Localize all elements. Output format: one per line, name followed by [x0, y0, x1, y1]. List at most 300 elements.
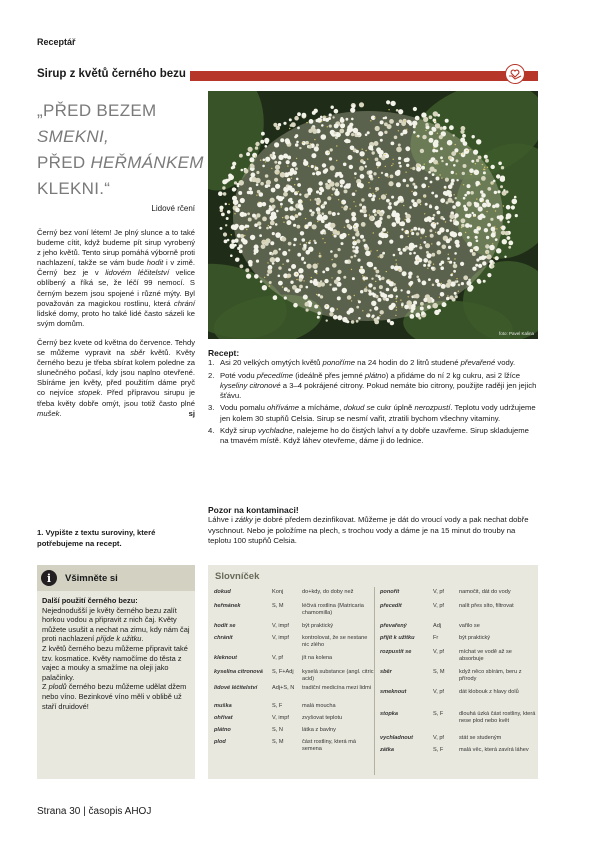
blossom [380, 139, 383, 142]
stamen [431, 243, 432, 244]
stamen [386, 271, 387, 272]
blossom [384, 131, 387, 134]
blossom [463, 205, 466, 208]
blossom [218, 191, 223, 196]
blossom [401, 228, 403, 230]
blossom [405, 146, 410, 151]
blossom [437, 211, 441, 215]
stamen [451, 273, 452, 274]
stamen [398, 130, 399, 131]
blossom [308, 145, 312, 149]
blossom [423, 241, 426, 244]
blossom [314, 270, 317, 273]
blossom [358, 317, 361, 320]
stamen [304, 226, 305, 227]
note-subtitle: Další použití černého bezu: [42, 596, 138, 605]
note-paragraph: Nejednodušší je květy černého bezu zalít horkou vodou a připravit z nich čaj. Květy můžete usušit a nechat na zimu, kdy nám čaj proti nachlazení přijde k užitku. [42, 605, 190, 644]
blossom [412, 183, 415, 186]
blossom [483, 215, 486, 218]
stamen [369, 188, 370, 189]
blossom [398, 196, 404, 202]
blossom [245, 268, 249, 272]
stamen [424, 213, 425, 214]
blossom [375, 295, 378, 298]
vocabulary-grammar: V, pf [433, 603, 444, 609]
blossom [378, 131, 383, 136]
blossom [340, 185, 343, 188]
stamen [425, 236, 426, 237]
blossom [458, 232, 462, 236]
blossom [226, 217, 229, 220]
stamen [370, 250, 371, 251]
blossom [373, 209, 376, 212]
blossom [270, 198, 275, 203]
recipe-step: 3. Vodu pomalu ohříváme a mícháme, dokud se cukr úplně nerozpustí. Teplotu vody udržujeme jen kolem 30 stupňů Celsia. Sirup se nesmí vařit, ztratili bychom všechny vitaminy. [208, 403, 536, 423]
vocabulary-word: ponořit [380, 589, 400, 595]
article-title: Sirup z květů černého bezu [37, 68, 186, 80]
stamen [459, 153, 460, 154]
blossom [312, 224, 317, 229]
blossom [257, 190, 261, 194]
blossom [432, 284, 435, 287]
blossom [376, 163, 380, 167]
blossom [476, 159, 479, 162]
blossom [375, 187, 379, 191]
stamen [456, 173, 457, 174]
stamen [482, 201, 483, 202]
blossom [483, 280, 486, 283]
blossom [428, 260, 432, 264]
blossom [269, 226, 272, 229]
blossom [413, 202, 418, 207]
blossom [251, 164, 255, 168]
photo-credit: foto: Pavel Kalina [498, 331, 534, 336]
vocabulary-grammar: Konj [272, 589, 284, 595]
title-accent-bar [190, 71, 538, 81]
blossom [335, 182, 340, 187]
vocabulary-word: ohřívat [214, 715, 233, 721]
vocabulary-meaning: část rostliny, která má semena [302, 739, 356, 752]
stamen [410, 231, 411, 232]
stamen [385, 166, 386, 167]
recipe-heading: Recept: [208, 348, 240, 358]
blossom [325, 267, 329, 271]
stamen [344, 227, 345, 228]
heart-hand-icon [505, 64, 525, 84]
blossom [322, 163, 326, 167]
blossom [394, 267, 398, 271]
blossom [351, 133, 354, 136]
blossom [461, 224, 465, 228]
blossom [319, 181, 323, 185]
blossom [370, 284, 373, 287]
blossom [312, 264, 317, 269]
vocabulary-meaning: kontrolovat, že se nestane nic zlého [302, 635, 368, 648]
blossom [465, 223, 470, 228]
blossom [485, 244, 489, 248]
blossom [337, 296, 341, 300]
quote-line: KLEKNI.“ [37, 179, 111, 198]
vocabulary-grammar: V, pf [433, 689, 444, 695]
blossom [417, 199, 422, 204]
blossom [389, 240, 393, 244]
blossom [398, 109, 403, 114]
blossom [282, 251, 287, 256]
blossom [431, 222, 436, 227]
blossom [261, 244, 266, 249]
blossom [447, 279, 451, 283]
blossom [302, 238, 306, 242]
stamen [265, 161, 266, 162]
vocabulary-grammar: S, F [433, 711, 444, 717]
blossom [450, 219, 453, 222]
stamen [396, 301, 397, 302]
blossom [237, 247, 240, 250]
blossom [372, 315, 375, 318]
blossom [317, 312, 321, 316]
stamen [388, 109, 389, 110]
note-header [37, 565, 195, 591]
vocabulary-word: převařený [380, 623, 407, 629]
stamen [228, 204, 229, 205]
blossom [308, 222, 312, 226]
blossom [240, 198, 245, 203]
blossom [298, 212, 302, 216]
blossom [350, 256, 353, 259]
blossom [293, 208, 296, 211]
blossom [241, 238, 245, 242]
warning-section [208, 505, 538, 547]
blossom [298, 288, 301, 291]
blossom [334, 254, 338, 258]
blossom [271, 188, 276, 193]
vocabulary-word: stopka [380, 711, 399, 717]
blossom [400, 235, 404, 239]
blossom [496, 248, 501, 253]
blossom [419, 246, 422, 249]
blossom [496, 174, 500, 178]
blossom [262, 202, 266, 206]
blossom [420, 307, 424, 311]
blossom [418, 228, 421, 231]
blossom [307, 188, 312, 193]
blossom [390, 321, 394, 325]
blossom [436, 222, 438, 224]
blossom [288, 242, 292, 246]
vocabulary-meaning: jít na kolena [302, 655, 333, 661]
blossom [369, 216, 374, 221]
blossom [430, 234, 434, 238]
blossom [299, 285, 303, 289]
vocabulary-box [208, 565, 538, 779]
blossom [263, 159, 266, 162]
blossom [387, 215, 391, 219]
blossom [476, 184, 478, 186]
blossom [295, 167, 298, 170]
vocabulary-word: přecedit [380, 603, 402, 609]
blossom [398, 144, 401, 147]
stamen [367, 314, 368, 315]
stamen [396, 263, 397, 264]
blossom [483, 171, 486, 174]
blossom [229, 243, 235, 249]
blossom [408, 120, 412, 124]
blossom [446, 239, 451, 244]
blossom [405, 212, 408, 215]
blossom [400, 221, 405, 226]
stamen [378, 256, 379, 257]
stamen [455, 144, 456, 145]
blossom [364, 244, 368, 248]
blossom [296, 178, 299, 181]
blossom [227, 210, 231, 214]
blossom [461, 282, 464, 285]
blossom [279, 248, 281, 250]
vocabulary-grammar: Adj [433, 623, 442, 629]
blossom [454, 213, 458, 217]
blossom [427, 305, 431, 309]
blossom [256, 213, 260, 217]
stamen [331, 259, 332, 260]
blossom [254, 245, 259, 250]
blossom [278, 123, 281, 126]
blossom [356, 239, 360, 243]
stamen [351, 269, 352, 270]
blossom [400, 289, 402, 291]
blossom [486, 236, 489, 239]
vocabulary-word: hodit se [214, 623, 236, 629]
blossom [371, 278, 373, 280]
blossom [326, 319, 328, 321]
blossom [405, 246, 409, 250]
blossom [340, 179, 345, 184]
blossom [371, 301, 376, 306]
blossom [347, 310, 351, 314]
blossom [329, 284, 331, 286]
blossom [388, 205, 392, 209]
blossom [254, 252, 257, 255]
stamen [476, 198, 477, 199]
blossom [296, 141, 299, 144]
blossom [416, 232, 419, 235]
stamen [332, 234, 333, 235]
blossom [383, 117, 385, 119]
blossom [429, 229, 432, 232]
blossom [392, 222, 397, 227]
blossom [248, 260, 253, 265]
blossom [399, 251, 403, 255]
vocabulary-meaning: léčivá rostlina (Matricaria chamomilla) [302, 603, 364, 616]
blossom [248, 147, 253, 152]
blossom [262, 285, 267, 290]
blossom [472, 252, 476, 256]
blossom [379, 232, 384, 237]
blossom [505, 231, 509, 235]
blossom [500, 176, 505, 181]
blossom [252, 214, 256, 218]
blossom [382, 228, 386, 232]
blossom [311, 165, 314, 168]
blossom [343, 206, 347, 210]
blossom [297, 225, 301, 229]
blossom [356, 306, 359, 309]
blossom [252, 153, 257, 158]
blossom [394, 202, 398, 206]
blossom [422, 281, 427, 286]
blossom [283, 154, 288, 159]
blossom [413, 227, 417, 231]
blossom [402, 271, 407, 276]
blossom [408, 272, 412, 276]
blossom [352, 236, 355, 239]
blossom [440, 292, 445, 297]
stamen [420, 244, 421, 245]
blossom [329, 181, 334, 186]
blossom [352, 246, 355, 249]
blossom [360, 174, 365, 179]
blossom [334, 287, 337, 290]
blossom [240, 234, 244, 238]
stamen [316, 294, 317, 295]
stamen [314, 139, 315, 140]
blossom [415, 116, 420, 121]
stamen [396, 309, 397, 310]
blossom [332, 212, 336, 216]
blossom [336, 132, 341, 137]
stamen [391, 165, 392, 166]
stamen [368, 182, 369, 183]
note-title: Všimněte si [65, 572, 118, 584]
blossom [409, 177, 413, 181]
blossom [368, 193, 372, 197]
blossom [268, 185, 270, 187]
vocabulary-word: heřmánek [214, 603, 241, 609]
blossom [292, 285, 297, 290]
warning-text: Láhve i zátky je dobré předem dezinfikovat. Můžeme je dát do vroucí vody a pak nechat dobře vyschnout. Nebo je položíme na plech, s trochou vody a dáme je na 15 minut do trouby na teplotu 100 stupňů Celsia. [208, 515, 529, 546]
blossom [328, 117, 331, 120]
blossom [356, 150, 359, 153]
blossom [334, 124, 339, 129]
blossom [291, 264, 296, 269]
blossom [339, 174, 343, 178]
blossom [446, 297, 450, 301]
blossom [327, 196, 331, 200]
vocabulary-grammar: V, impf [272, 623, 289, 629]
blossom [440, 147, 443, 150]
stamen [420, 204, 421, 205]
blossom [357, 259, 360, 262]
stamen [466, 150, 467, 151]
blossom [501, 166, 504, 169]
blossom [463, 197, 466, 200]
blossom [467, 236, 470, 239]
blossom [420, 302, 424, 306]
blossom [461, 218, 466, 223]
blossom [413, 107, 417, 111]
blossom [290, 281, 293, 284]
blossom [396, 123, 399, 126]
blossom [306, 250, 311, 255]
blossom [396, 109, 399, 112]
blossom [364, 214, 368, 218]
article-title-row [37, 68, 538, 84]
blossom [293, 224, 296, 227]
stamen [327, 126, 328, 127]
blossom [256, 183, 259, 186]
stamen [297, 192, 298, 193]
blossom [255, 142, 259, 146]
blossom [411, 199, 414, 202]
blossom [317, 211, 321, 215]
blossom [440, 156, 443, 159]
stamen [448, 254, 449, 255]
blossom [491, 165, 495, 169]
blossom [312, 153, 316, 157]
blossom [275, 232, 281, 238]
blossom [355, 232, 360, 237]
stamen [231, 234, 232, 235]
blossom [322, 271, 325, 274]
blossom [286, 220, 291, 225]
blossom [292, 162, 297, 167]
blossom [232, 162, 236, 166]
blossom [431, 267, 434, 270]
blossom [515, 214, 518, 217]
vocabulary-word: chránit [214, 635, 233, 641]
stamen [482, 164, 483, 165]
stamen [503, 205, 504, 206]
blossom [454, 252, 457, 255]
stamen [315, 166, 316, 167]
stamen [487, 252, 488, 253]
blossom [467, 191, 471, 195]
blossom [349, 165, 353, 169]
blossom [231, 166, 234, 169]
blossom [451, 171, 454, 174]
stamen [474, 216, 475, 217]
stamen [302, 201, 303, 202]
blossom [305, 141, 309, 145]
stamen [263, 241, 264, 242]
blossom [494, 191, 497, 194]
blossom [274, 142, 279, 147]
note-paragraph: Z plodů černého bezu můžeme udělat džem nebo víno. Bezinkové víno měli v oblibě už staří druidové! [42, 682, 187, 711]
stamen [282, 264, 283, 265]
blossom [255, 146, 258, 149]
blossom [305, 302, 310, 307]
blossom [360, 235, 364, 239]
blossom [432, 303, 438, 309]
exercise-task: 1. Vypište z textu suroviny, které potřebujeme na recept. [37, 528, 156, 548]
blossom [307, 264, 312, 269]
blossom [247, 191, 251, 195]
stamen [373, 232, 374, 233]
blossom [469, 168, 474, 173]
stamen [325, 116, 326, 117]
stamen [392, 163, 393, 164]
blossom [421, 183, 426, 188]
stamen [341, 202, 342, 203]
stamen [310, 199, 311, 200]
vocabulary-word: rozpustit se [380, 649, 412, 655]
blossom [489, 245, 495, 251]
blossom [297, 112, 301, 116]
blossom [478, 156, 482, 160]
blossom [495, 256, 499, 260]
blossom [293, 170, 297, 174]
stamen [328, 152, 329, 153]
blossom [334, 234, 337, 237]
